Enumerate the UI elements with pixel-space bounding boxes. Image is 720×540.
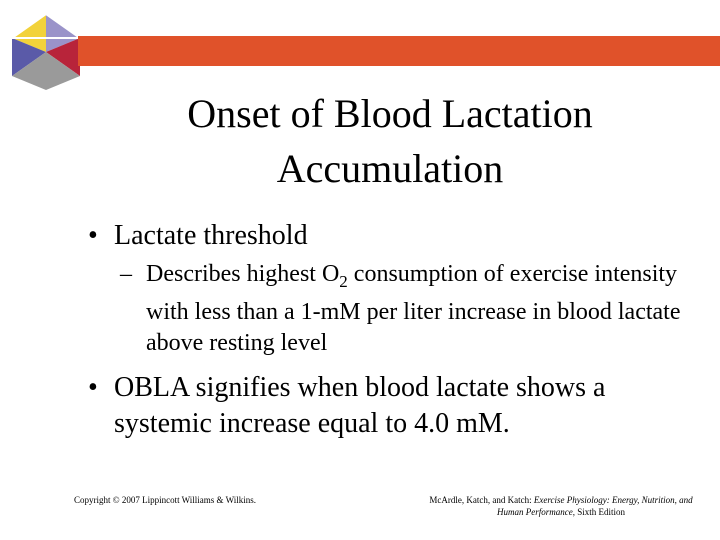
bullet-icon: • bbox=[88, 372, 98, 403]
bullet-lactate-threshold bbox=[88, 218, 694, 254]
bullet-text: OBLA signifies when blood lactate shows a systemic increase equal to 4.0 mM. bbox=[114, 372, 606, 439]
bullet-obla bbox=[88, 370, 704, 442]
title-line-1: Onset of Blood Lactation bbox=[187, 91, 593, 136]
citation-authors: McArdle, Katch, and Katch: bbox=[429, 495, 534, 505]
bullet-icon: • bbox=[88, 220, 98, 251]
copyright-footer: Copyright © 2007 Lippincott Williams & Wilkins. bbox=[74, 495, 257, 505]
subscript-2: 2 bbox=[339, 271, 348, 291]
citation-footer bbox=[422, 494, 700, 518]
header-bar bbox=[78, 36, 720, 66]
bullet-text: Lactate threshold bbox=[114, 220, 308, 251]
citation-book-title: Exercise Physiology: Energy, Nutrition, and Human Performance, bbox=[496, 495, 693, 517]
sub-bullet-description bbox=[120, 259, 706, 359]
dash-icon: – bbox=[120, 261, 132, 287]
slide-title bbox=[90, 86, 690, 196]
title-line-2: Accumulation bbox=[276, 146, 504, 191]
sub-bullet-text-pre: Describes highest O bbox=[146, 261, 340, 287]
citation-edition: Sixth Edition bbox=[574, 507, 625, 517]
sub-bullet-text-post: consumption of exercise intensity with less than a 1-mM per liter increase in blood lactate above resting level bbox=[146, 261, 681, 356]
